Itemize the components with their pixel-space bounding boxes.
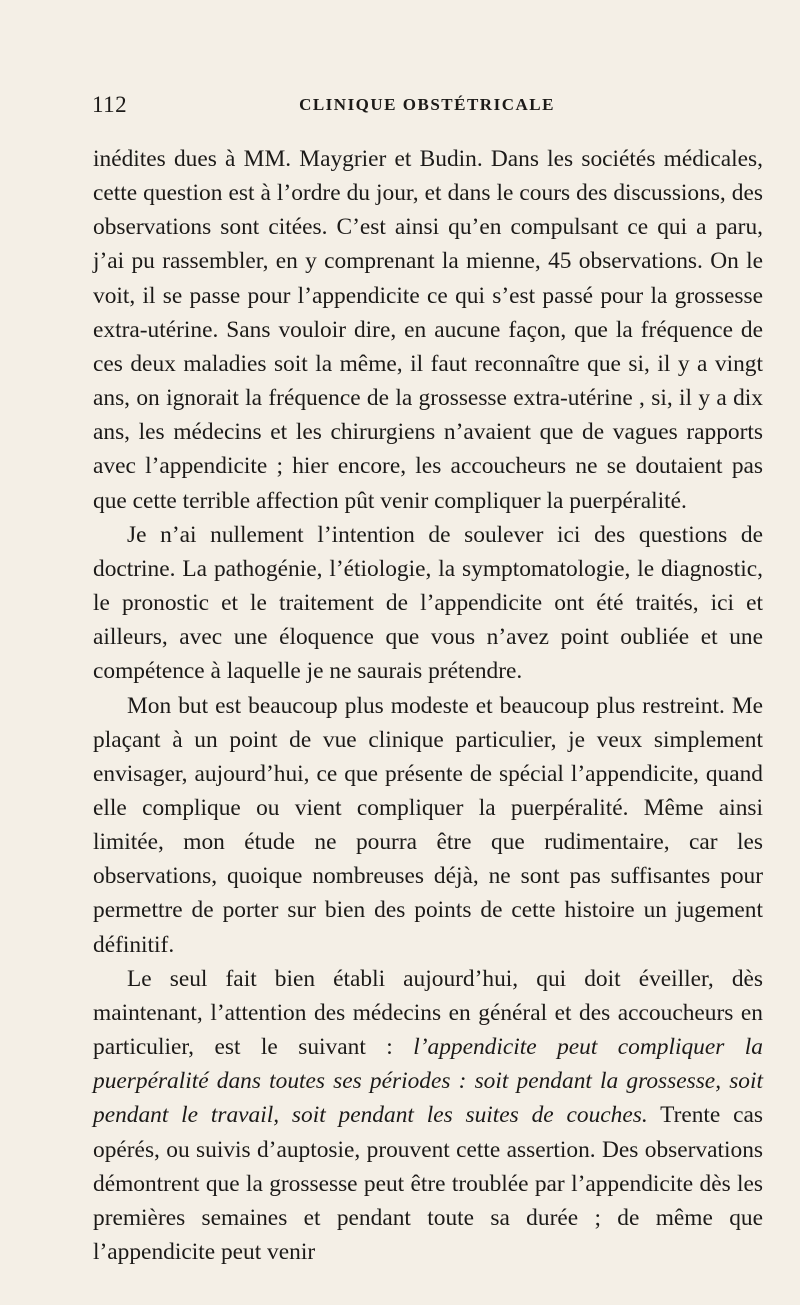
page-number: 112 [92,92,128,117]
page-header [92,92,762,122]
paragraph-2: Je n’ai nullement l’intention de soulever ici des questions de doctrine. La pathogénie, l’étiologie, la symptomatologie, le diagnostic, le pronostic et le traitement de l’appendicite ont été traités, ici et ailleurs, avec une éloquence que vous n’avez point oubliée et une compétence à laquelle je ne saurais prétendre. [93,521,763,685]
running-title: CLINIQUE OBSTÉTRICALE [299,95,555,114]
paragraph-4 [93,962,763,1269]
paragraph-4-tail: Trente cas opérés, ou suivis d’auptosie, prouvent cette assertion. Des observations démontrent que la grossesse peut être troublée par l’appendicite dès les premières semaines et pendant toute sa durée ; de même que l’appendicite peut venir [93,1102,763,1265]
paragraph-4-lead: Le seul fait bien établi aujourd’hui, qui doit éveiller, dès maintenant, l’attention des médecins en général et des accoucheurs en particulier, est le suivant : [93,965,763,1061]
paragraph-1: inédites dues à MM. Maygrier et Budin. Dans les sociétés médicales, cette question est à l’ordre du jour, et dans le cours des discussions, des observations sont citées. C’est ainsi qu’en compulsant ce qui a paru, j’ai pu rassembler, en y comprenant la mienne, 45 observations. On le voit, il se passe pour l’appendicite ce qui s’est passé pour la grossesse extra-utérine. Sans vouloir dire, en aucune façon, que la fréquence de ces deux maladies soit la même, il faut reconnaître que si, il y a vingt ans, on ignorait la fréquence de la grossesse extra-utérine , si, il y a dix ans, les médecins et les chirurgiens n’avaient que de vagues rapports avec l’appendicite ; hier encore, les accoucheurs ne se doutaient pas que cette terrible affection pût venir compliquer la puerpéralité. [93,146,763,514]
paragraph-4-italic-statement: l’appendicite peut compliquer la puerpéralité dans toutes ses périodes : soit pendant la grossesse, soit pendant le travail, soit pendant les suites de couches. [93,1034,763,1129]
body-text [93,142,763,1269]
paragraph-3: Mon but est beaucoup plus modeste et beaucoup plus restreint. Me plaçant à un point de vue clinique particulier, je veux simplement envisager, aujourd’hui, ce que présente de spécial l’appendicite, quand elle complique ou vient compliquer la puerpéralité. Même ainsi limitée, mon étude ne pourra être que rudimentaire, car les observations, quoique nombreuses déjà, ne sont pas suffisantes pour permettre de porter sur bien des points de cette histoire un jugement définitif. [93,692,763,958]
